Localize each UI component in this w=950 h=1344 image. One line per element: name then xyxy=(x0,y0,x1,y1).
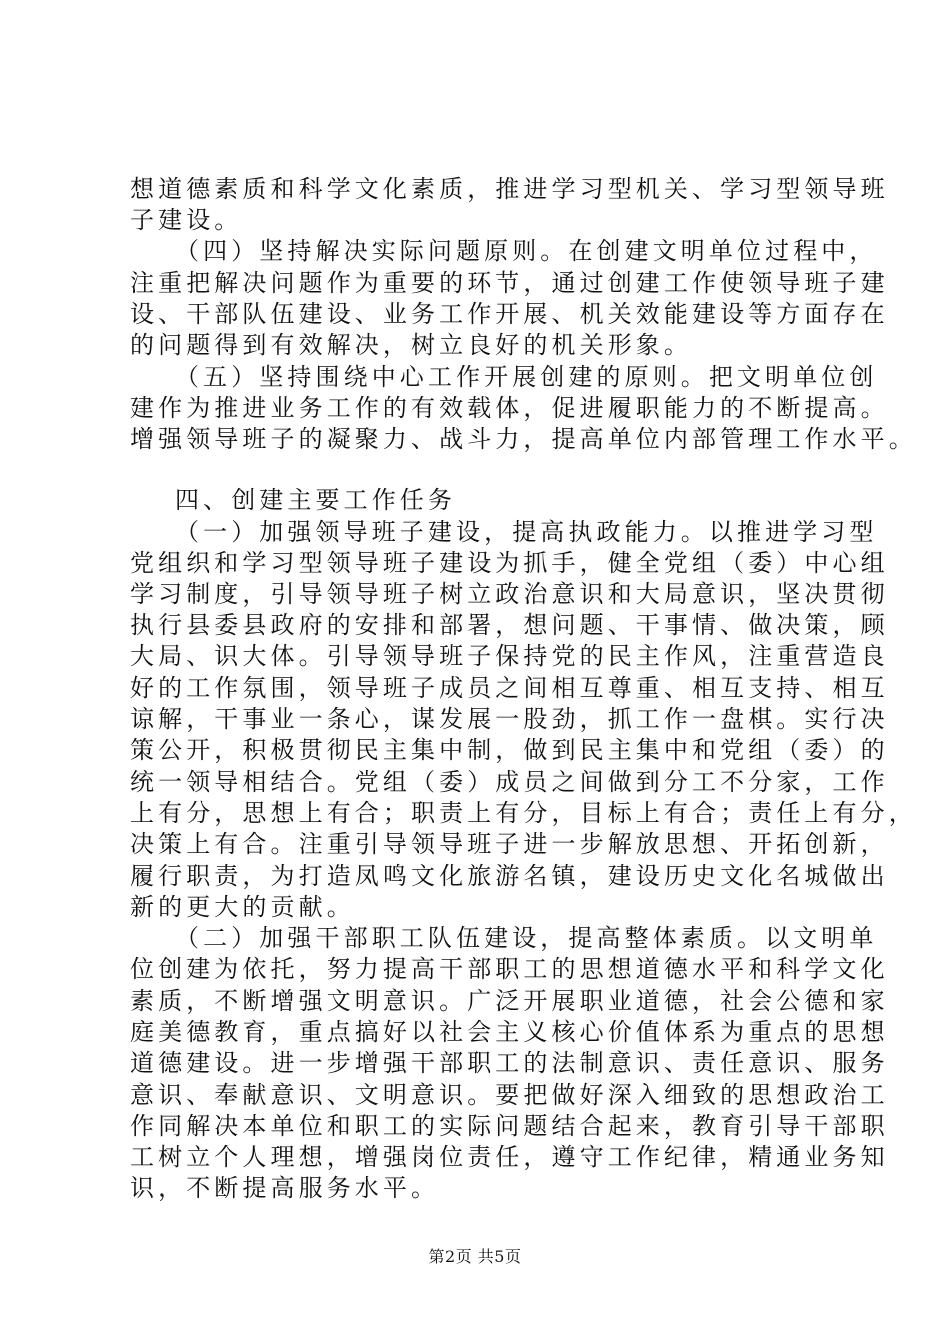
text-line: 学习制度，引导领导班子树立政治意识和大局意识，坚决贯彻 xyxy=(130,580,889,608)
text-line: 想道德素质和科学文化素质，推进学习型机关、学习型领导班 xyxy=(130,175,889,203)
page-number-footer: 第2页 共5页 xyxy=(428,1247,522,1266)
text-line: 注重把解决问题作为重要的环节，通过创建工作使领导班子建 xyxy=(130,269,889,297)
text-line: 增强领导班子的凝聚力、战斗力，提高单位内部管理工作水平。 xyxy=(130,425,917,453)
text-line: （五）坚持围绕中心工作开展创建的原则。把文明单位创 xyxy=(175,363,878,391)
text-line: 统一领导相结合。党组（委）成员之间做到分工不分家，工作 xyxy=(130,768,889,796)
text-line: （二）加强干部职工队伍建设，提高整体素质。以文明单 xyxy=(175,924,878,952)
text-line: 党组织和学习型领导班子建设为抓手，健全党组（委）中心组 xyxy=(130,549,889,577)
text-line: 新的更大的贡献。 xyxy=(130,893,355,921)
text-line: 素质，不断增强文明意识。广泛开展职业道德，社会公德和家 xyxy=(130,987,889,1015)
text-line: 位创建为依托，努力提高干部职工的思想道德水平和科学文化 xyxy=(130,955,889,983)
text-line: 执行县委县政府的安排和部署，想问题、干事情、做决策，顾 xyxy=(130,611,889,639)
text-line: 意识、奉献意识、文明意识。要把做好深入细致的思想政治工 xyxy=(130,1081,889,1109)
text-line: 策公开，积极贯彻民主集中制，做到民主集中和党组（委）的 xyxy=(130,736,889,764)
text-line: 工树立个人理想，增强岗位责任，遵守工作纪律，精通业务知 xyxy=(130,1143,889,1171)
text-line: 道德建设。进一步增强干部职工的法制意识、责任意识、服务 xyxy=(130,1049,889,1077)
text-line: （四）坚持解决实际问题原则。在创建文明单位过程中， xyxy=(175,237,878,265)
text-line: 作同解决本单位和职工的实际问题结合起来，教育引导干部职 xyxy=(130,1112,889,1140)
section-heading: 四、创建主要工作任务 xyxy=(175,486,456,514)
text-line: 子建设。 xyxy=(130,206,243,234)
text-line: 大局、识大体。引导领导班子保持党的民主作风，注重营造良 xyxy=(130,642,889,670)
text-line: 好的工作氛围，领导班子成员之间相互尊重、相互支持、相互 xyxy=(130,674,889,702)
text-line: 庭美德教育，重点搞好以社会主义核心价值体系为重点的思想 xyxy=(130,1018,889,1046)
text-line: 履行职责，为打造凤鸣文化旅游名镇，建设历史文化名城做出 xyxy=(130,862,889,890)
text-line: 建作为推进业务工作的有效载体，促进履职能力的不断提高。 xyxy=(130,394,889,422)
text-line: 谅解，干事业一条心，谋发展一股劲，抓工作一盘棋。实行决 xyxy=(130,705,889,733)
text-line: 设、干部队伍建设、业务工作开展、机关效能建设等方面存在 xyxy=(130,300,889,328)
text-line: 识，不断提高服务水平。 xyxy=(130,1174,440,1202)
text-line: 的问题得到有效解决，树立良好的机关形象。 xyxy=(130,331,692,359)
text-line: 决策上有合。注重引导领导班子进一步解放思想、开拓创新， xyxy=(130,830,889,858)
text-line: （一）加强领导班子建设，提高执政能力。以推进学习型 xyxy=(175,518,878,546)
text-line: 上有分，思想上有合；职责上有分，目标上有合；责任上有分， xyxy=(130,799,917,827)
